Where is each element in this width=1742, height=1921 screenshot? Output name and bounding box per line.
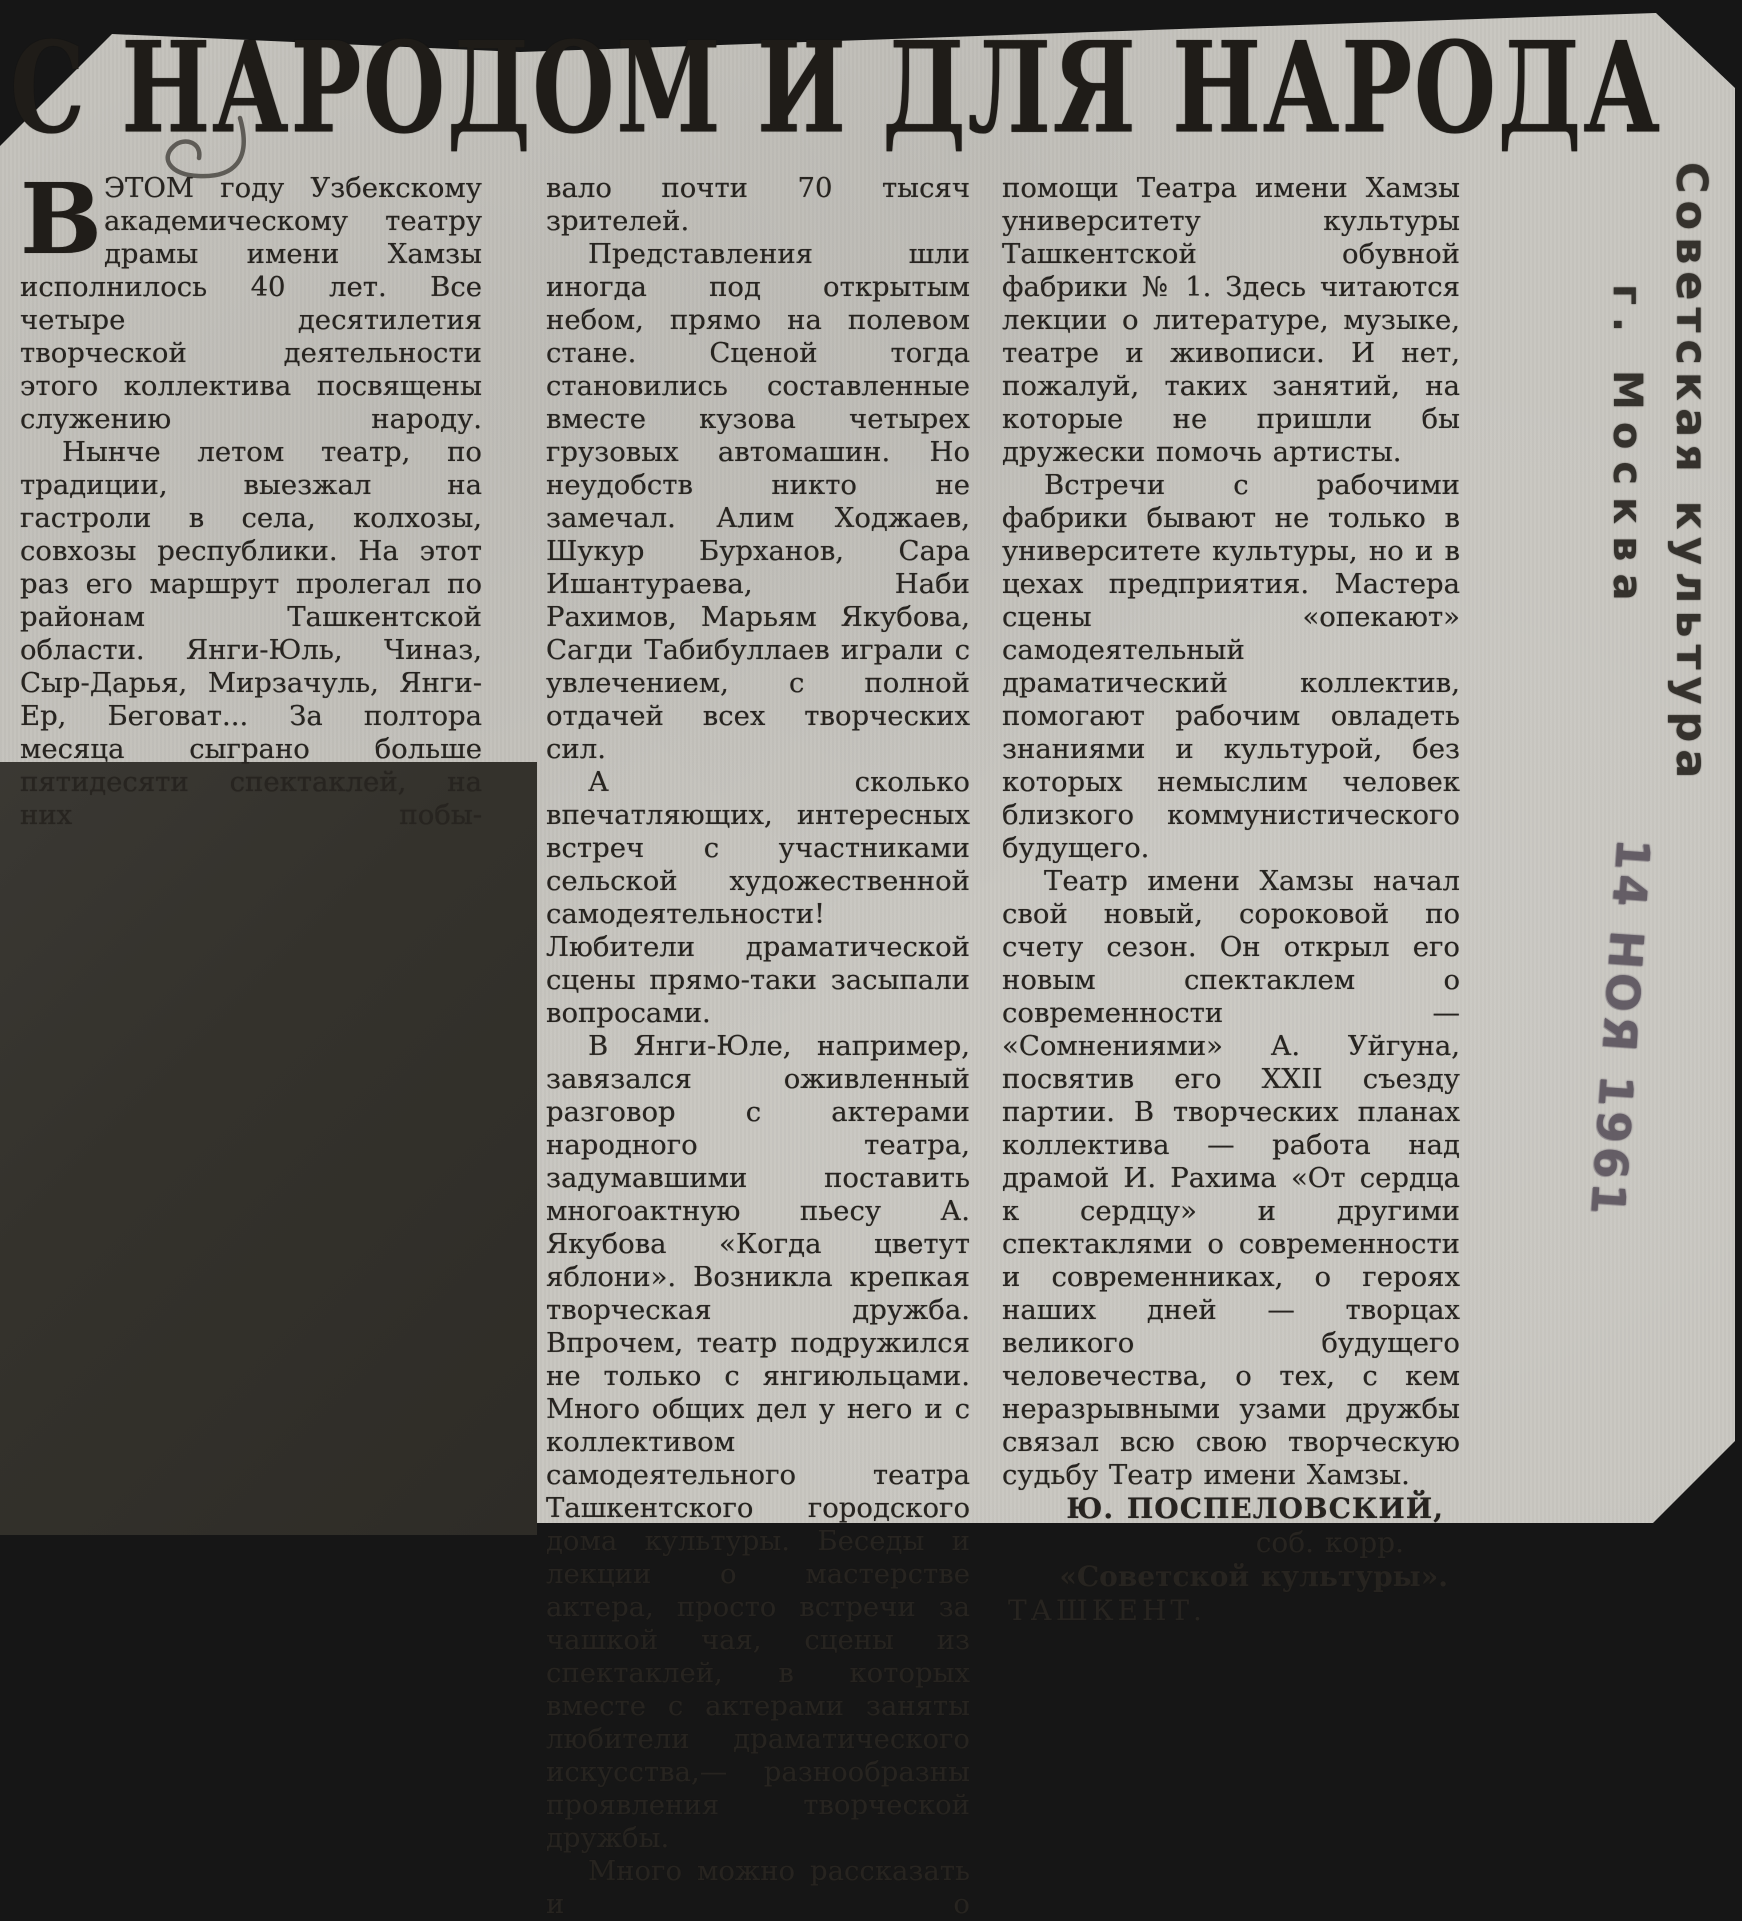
paragraph: Театр имени Хамзы начал свой новый, сороковой по счету сезон. Он открыл его новым спектаклем о современности — «Сомнениями» А. Уйгуна, посвятив его XXII съезду партии. В творческих планах коллектива — работа над драмой И. Рахима «От сердца к сердцу» и другими спектаклями о современности и современниках, о героях наших дней — творцах великого будущего человечества, о тех, с кем неразрывными узами дружбы связал всю свою творческую судьбу Театр имени Хамзы.	[1002, 865, 1460, 1491]
paragraph-text: ЭТОМ году Узбекскому академическому театру драмы имени Хамзы исполнилось 40 лет. Все четыре десятилетия творческой деятельности этого коллектива посвящены служению народу.	[20, 172, 482, 435]
paragraph: вало почти 70 тысяч зрителей.	[546, 172, 970, 237]
signature-author: Ю. ПОСПЕЛОВСКИЙ,	[1066, 1492, 1444, 1525]
article-column-3	[1002, 172, 1460, 1628]
margin-note-publication: Советская культура	[1666, 162, 1716, 786]
article-column-2	[546, 172, 970, 1921]
signature-role: соб. корр.	[1255, 1526, 1404, 1559]
paragraph: А сколько впечатляющих, интересных встреч с участниками сельской художественной самодеятельности! Любители драматической сцены прямо-таки засыпали вопросами.	[546, 766, 970, 1029]
drop-cap: В	[20, 162, 102, 276]
date-stamp: 14 НОЯ 1961	[1580, 836, 1661, 1221]
paragraph: Представления шли иногда под открытым небом, прямо на полевом стане. Сценой тогда становились составленные вместе кузова четырех грузовых автомашин. Но неудобств никто не замечал. Алим Ходжаев, Шукур Бурханов, Сара Ишантураева, Наби Рахимов, Марьям Якубова, Сагди Табибуллаев играли с увлечением, с полной отдачей всех творческих сил.	[546, 238, 970, 765]
signature-city: ТАШКЕНТ.	[1008, 1594, 1206, 1627]
article-column-1	[20, 162, 482, 832]
margin-note-city: г. Москва	[1604, 284, 1650, 613]
paragraph	[20, 162, 482, 436]
paragraph: Нынче летом театр, по традиции, выезжал на гастроли в села, колхозы, совхозы республики. На этот раз его маршрут пролегал по районам Ташкентской области. Янги-Юль, Чиназ, Сыр-Дарья, Мирзачуль, Янги-Ер, Беговат... За полтора месяца сыграно больше пятидесяти спектаклей, на них побы-	[20, 436, 482, 831]
paragraph: помощи Театра имени Хамзы университету культуры Ташкентской обувной фабрики № 1. Здесь читаются лекции о литературе, музыке, театре и живописи. И нет, пожалуй, таких занятий, на которые не пришли бы дружески помочь артисты.	[1002, 172, 1460, 468]
torn-away-dark-area	[0, 762, 537, 1535]
paragraph: В Янги-Юле, например, завязался оживленный разговор с актерами народного театра, задумавшими поставить многоактную пьесу А. Якубова «Когда цветут яблони». Возникла крепкая творческая дружба. Впрочем, театр подружился не только с янгиюльцами. Много общих дел у него и с коллективом самодеятельного театра Ташкентского городского дома культуры. Беседы и лекции о мастерстве актера, просто встречи за чашкой чая, сцены из спектаклей, в которых вместе с актерами заняты любители драматического искусства,— разнообразны проявления творческой дружбы.	[546, 1030, 970, 1854]
paragraph: Много можно рассказать и о	[546, 1855, 970, 1920]
headline-text: С НАРОДОМ И ДЛЯ НАРОДА	[10, 13, 1662, 162]
paragraph: Встречи с рабочими фабрики бывают не только в университете культуры, но и в цехах предприятия. Мастера сцены «опекают» самодеятельный драматический коллектив, помогают рабочим овладеть знаниями и культурой, без которых немыслим человек близкого коммунистического будущего.	[1002, 469, 1460, 864]
signature-block	[1002, 1492, 1460, 1628]
signature-publication: «Советской культуры».	[1059, 1560, 1448, 1593]
